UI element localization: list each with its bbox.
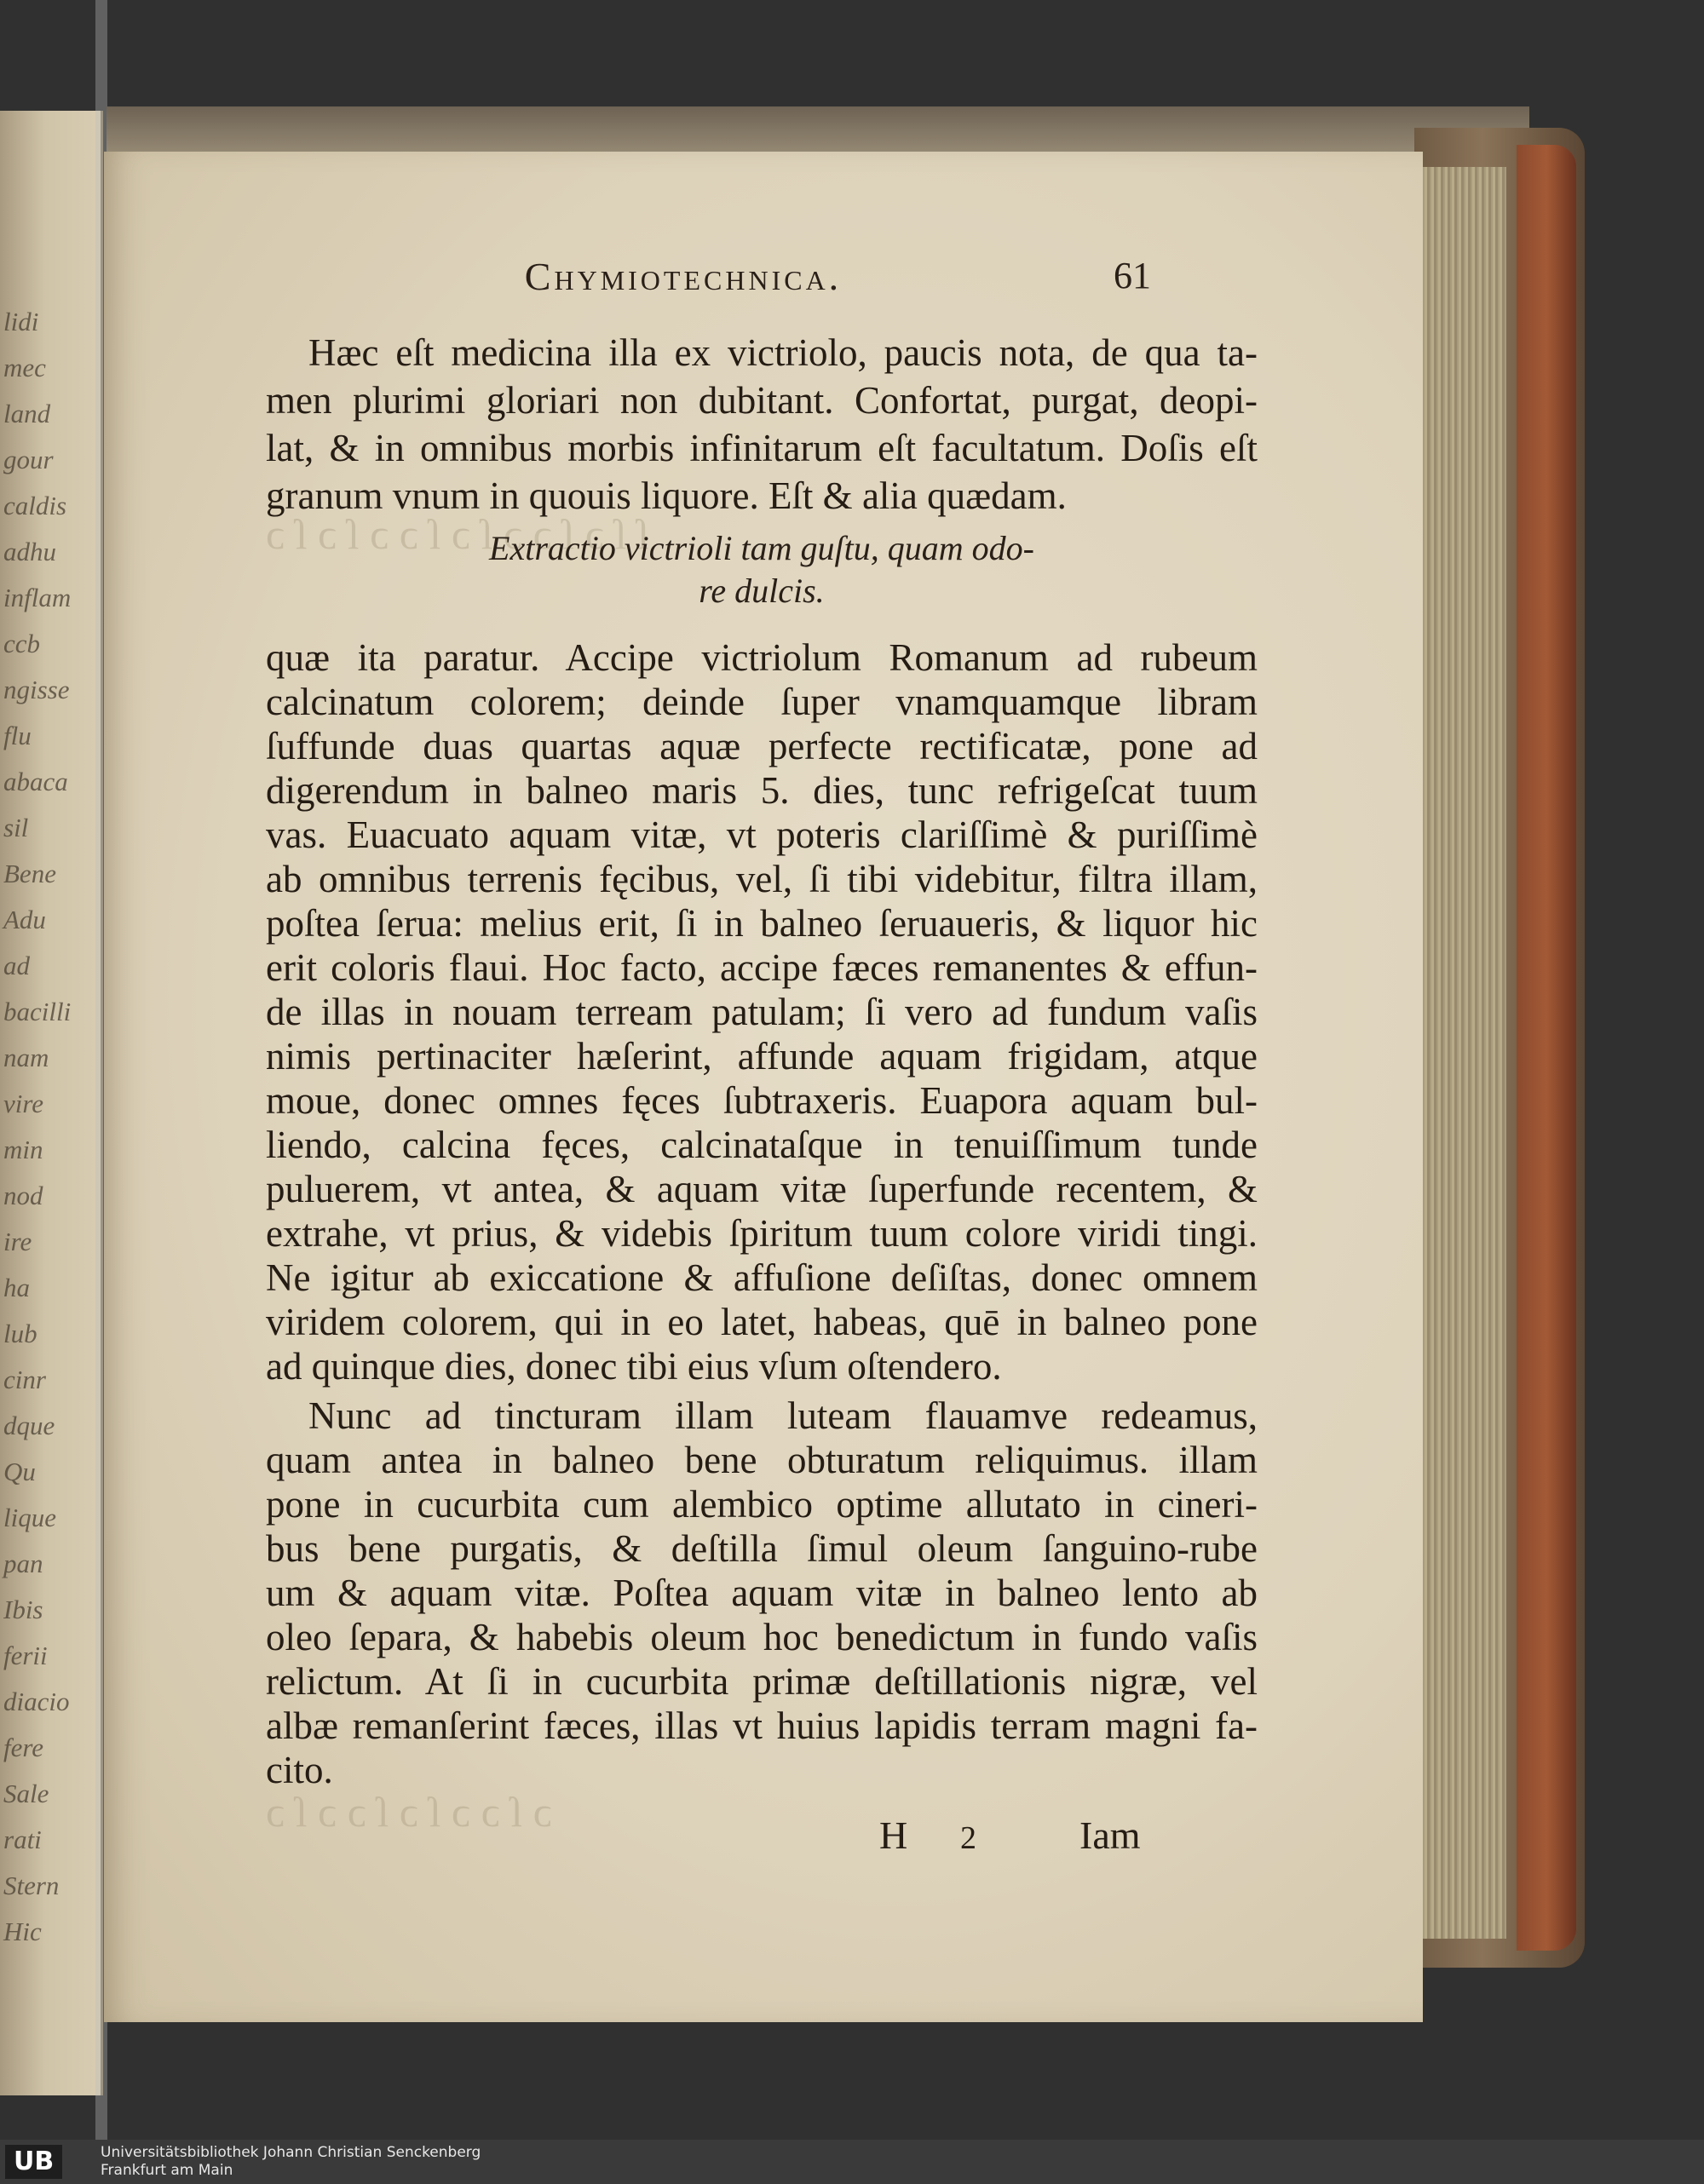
- subheading: re dulcis.: [699, 572, 825, 610]
- text-line: calcinatum colorem; deinde ſuper vnamquamque libram: [266, 681, 1258, 723]
- text-line: quam antea in balneo bene obturatum reliquimus. illam: [266, 1439, 1258, 1481]
- catchword: Iam: [1079, 1813, 1141, 1857]
- text-line: Nunc ad tincturam illam luteam flauamve redeamus,: [308, 1394, 1258, 1437]
- left-page-fragment: abaca: [3, 767, 68, 796]
- text-line: viridem colorem, qui in eo latet, habeas, quē in balneo pone: [266, 1301, 1258, 1343]
- text-line: oleo ſepara, & habebis oleum hoc benedictum in fundo vaſis: [266, 1616, 1258, 1658]
- text-line: ſuffunde duas quartas aquæ perfecte rectificatæ, pone ad: [266, 725, 1258, 767]
- left-page-fragment: ccb: [3, 629, 41, 658]
- running-head: Chymiotechnica.: [524, 255, 843, 298]
- text-line: albæ remanſerint fæces, illas vt huius lapidis terram magni fa-: [266, 1704, 1258, 1747]
- left-page-fragment: lique: [3, 1503, 56, 1532]
- left-page-fragment: fere: [3, 1733, 44, 1762]
- text-line: nimis pertinaciter hæſerint, affunde aquam frigidam, atque: [266, 1035, 1258, 1078]
- ub-logo: UB: [5, 2145, 62, 2179]
- text-line: relictum. At ſi in cucurbita primæ deſtillationis nigræ, vel: [266, 1660, 1258, 1703]
- left-page-fragment: cinr: [3, 1365, 46, 1394]
- left-page-fragment: lidi: [3, 307, 39, 336]
- left-page-fragment: ferii: [3, 1641, 48, 1670]
- left-page-fragment: inflam: [3, 583, 72, 612]
- bleed-through-text: ſ ſ ɔ ſ ɔ ɔ ſ ɔ ſ ɔ ɔ ſ ɔ ſ ɔ: [266, 510, 649, 558]
- left-page-fragment: ire: [3, 1227, 32, 1256]
- book-cover-edge: [1517, 145, 1576, 1951]
- left-page-fragment: ngisse: [3, 675, 70, 704]
- text-line: digerendum in balneo maris 5. dies, tunc refrigeſcat tuum: [266, 769, 1258, 812]
- text-line: Hæc eſt medicina illa ex victriolo, paucis nota, de qua ta-: [308, 331, 1258, 374]
- left-page-fragment: adhu: [3, 537, 56, 566]
- left-page-fragment: pan: [3, 1549, 43, 1578]
- subheading: Extractio victrioli tam guſtu, quam odo-: [489, 529, 1034, 567]
- left-page-fragment: sil: [3, 813, 29, 842]
- bleed-through-text: ɔ ſ ɔ ɔ ſ ɔ ſ ɔ ɔ ſ ɔ: [266, 1788, 552, 1836]
- footer-bar: [0, 2140, 1704, 2184]
- signature-number: 2: [960, 1820, 976, 1856]
- text-line: cito.: [266, 1749, 333, 1791]
- text-line: puluerem, vt antea, & aquam vitæ ſuperfunde recentem, &: [266, 1168, 1258, 1210]
- text-line: quæ ita paratur. Accipe victriolum Romanum ad rubeum: [266, 636, 1258, 679]
- text-line: vas. Euacuato aquam vitæ, vt poteris clariſſimè & puriſſimè: [266, 813, 1258, 856]
- text-line: lat, & in omnibus morbis infinitarum eſt facultatum. Doſis eſt: [266, 427, 1258, 469]
- text-line: extrahe, vt prius, & videbis ſpiritum tuum colore viridi tingi.: [266, 1212, 1258, 1255]
- left-page-fragment: Bene: [3, 859, 56, 888]
- text-line: liendo, calcina fęces, calcinataſque in tenuiſſimum tunde: [266, 1124, 1258, 1166]
- left-page-fragment: dque: [3, 1411, 55, 1440]
- left-page-fragment: nam: [3, 1043, 49, 1072]
- left-page-fragment: lub: [3, 1319, 37, 1348]
- left-page-fragment: nod: [3, 1181, 43, 1210]
- left-page-fragment: vire: [3, 1089, 44, 1118]
- text-line: bus bene purgatis, & deſtilla ſimul oleum ſanguino-rube: [266, 1527, 1258, 1570]
- left-page-fragment: ad: [3, 951, 30, 980]
- page-block-edges: [1418, 167, 1506, 1939]
- institution-city: Frankfurt am Main: [101, 2162, 233, 2179]
- signature-mark: H: [879, 1813, 908, 1857]
- text-line: poſtea ſerua: melius erit, ſi in balneo ſeruaueris, & liquor hic: [266, 902, 1258, 945]
- left-page-fragment: land: [3, 399, 51, 428]
- text-line: ad quinque dies, donec tibi eius vſum oſtendero.: [266, 1345, 1002, 1388]
- left-page-fragment: Adu: [3, 905, 46, 934]
- left-page-fragment: caldis: [3, 491, 67, 520]
- left-page-fragment: mec: [3, 353, 46, 382]
- left-page: [0, 111, 103, 2095]
- left-page-fragment: min: [3, 1135, 43, 1164]
- text-line: erit coloris flaui. Hoc facto, accipe fæces remanentes & effun-: [266, 946, 1258, 989]
- left-page-fragment: Hic: [3, 1917, 42, 1946]
- page-number: 61: [1114, 255, 1151, 296]
- text-line: de illas in nouam terream patulam; ſi vero ad fundum vaſis: [266, 991, 1258, 1033]
- left-page-fragment: gour: [3, 445, 54, 474]
- text-line: granum vnum in quouis liquore. Eſt & alia quædam.: [266, 474, 1067, 517]
- text-line: ab omnibus terrenis fęcibus, vel, ſi tibi videbitur, filtra illam,: [266, 858, 1258, 900]
- left-page-fragment: rati: [3, 1825, 42, 1854]
- left-page-fragment: diacio: [3, 1687, 70, 1716]
- left-page-fragment: Ibis: [3, 1595, 43, 1624]
- text-line: pone in cucurbita cum alembico optime allutato in cineri-: [266, 1483, 1258, 1526]
- left-page-fragment: Qu: [3, 1457, 36, 1486]
- institution-name: Universitätsbibliothek Johann Christian Senckenberg: [101, 2144, 481, 2161]
- left-page-fragment: flu: [3, 721, 32, 750]
- text-line: moue, donec omnes fęces ſubtraxeris. Euapora aquam bul-: [266, 1079, 1258, 1122]
- text-line: men plurimi gloriari non dubitant. Confortat, purgat, deopi-: [266, 379, 1258, 422]
- text-line: um & aquam vitæ. Poſtea aquam vitæ in balneo lento ab: [266, 1572, 1258, 1614]
- left-page-fragment: bacilli: [3, 997, 72, 1026]
- left-page-fragment: Stern: [3, 1871, 60, 1900]
- book-page: [104, 152, 1423, 2022]
- text-line: Ne igitur ab exiccatione & affuſione deſiſtas, donec omnem: [266, 1256, 1258, 1299]
- left-page-fragment: ha: [3, 1273, 30, 1302]
- left-page-fragment: Sale: [3, 1779, 49, 1808]
